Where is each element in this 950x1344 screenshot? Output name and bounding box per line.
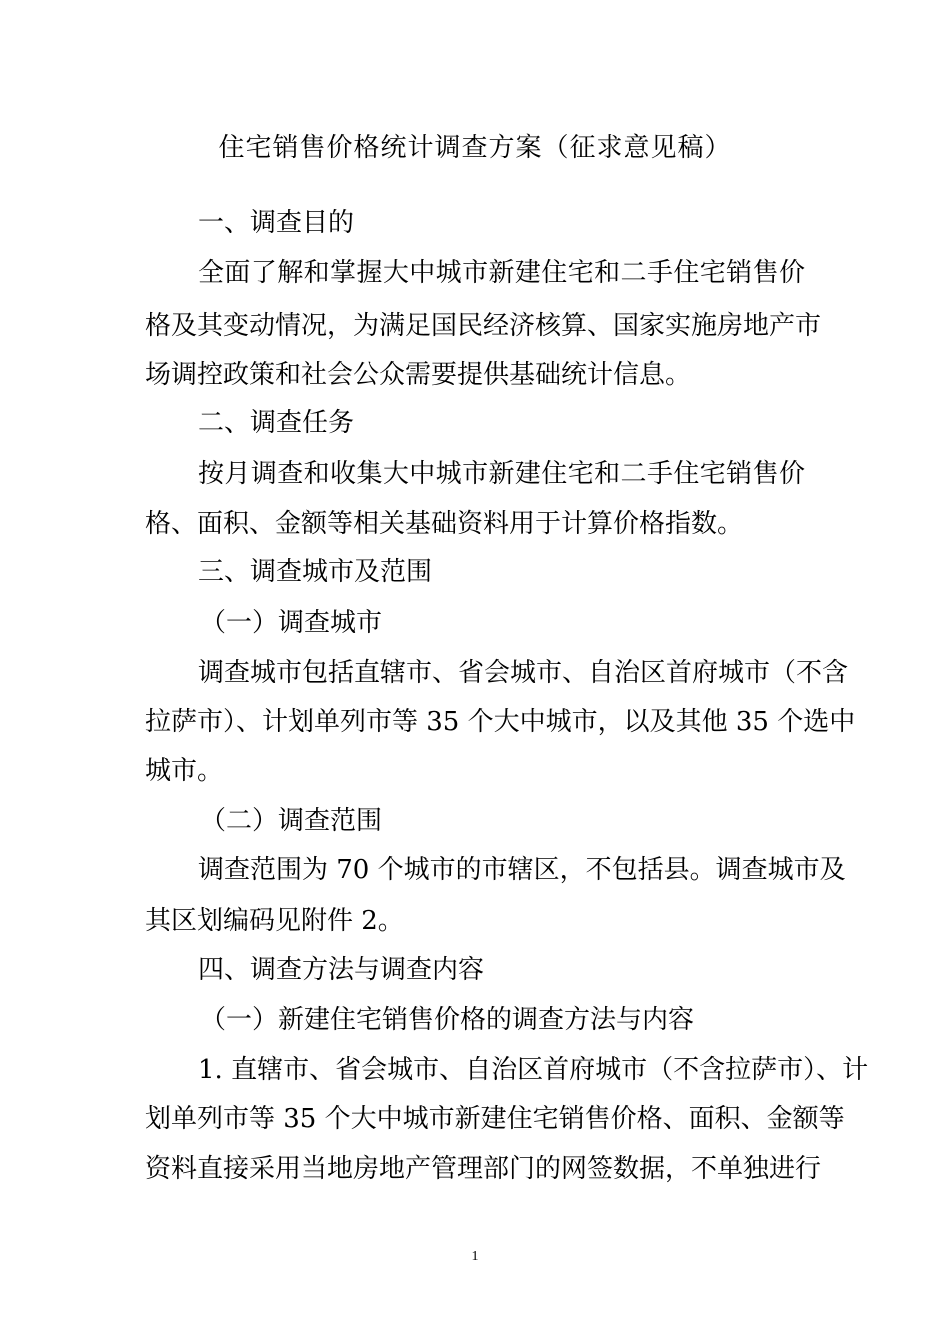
paragraph-line: 城市。 <box>145 756 224 786</box>
section-heading-3: 三、调查城市及范围 <box>198 557 433 587</box>
paragraph-line: 格及其变动情况，为满足国民经济核算、国家实施房地产市 <box>145 311 822 341</box>
subsection-heading: （一）新建住宅销售价格的调查方法与内容 <box>200 1005 695 1035</box>
paragraph-line: 按月调查和收集大中城市新建住宅和二手住宅销售价 <box>198 459 805 489</box>
section-heading-4: 四、调查方法与调查内容 <box>198 955 485 985</box>
paragraph-line: 其区划编码见附件 2。 <box>145 906 404 936</box>
page-number: 1 <box>471 1249 479 1264</box>
section-heading-1: 一、调查目的 <box>198 208 355 238</box>
paragraph-line: 划单列市等 35 个大中城市新建住宅销售价格、面积、金额等 <box>145 1104 845 1134</box>
paragraph-line: 调查城市包括直辖市、省会城市、自治区首府城市（不含 <box>198 658 849 688</box>
paragraph-line: 调查范围为 70 个城市的市辖区，不包括县。调查城市及 <box>198 855 846 885</box>
paragraph-line: 场调控政策和社会公众需要提供基础统计信息。 <box>145 360 692 390</box>
document-title: 住宅销售价格统计调查方案（征求意见稿） <box>218 133 732 163</box>
paragraph-line: 全面了解和掌握大中城市新建住宅和二手住宅销售价 <box>198 258 805 288</box>
subsection-heading: （二）调查范围 <box>200 806 383 836</box>
paragraph-line: 格、面积、金额等相关基础资料用于计算价格指数。 <box>145 509 744 539</box>
paragraph-line: 资料直接采用当地房地产管理部门的网签数据，不单独进行 <box>145 1154 822 1184</box>
subsection-heading: （一）调查城市 <box>200 608 383 638</box>
paragraph-line: 拉萨市）、计划单列市等 35 个大中城市，以及其他 35 个选中 <box>145 707 856 737</box>
section-heading-2: 二、调查任务 <box>198 408 355 438</box>
paragraph-line: 1. 直辖市、省会城市、自治区首府城市（不含拉萨市）、计 <box>198 1055 869 1085</box>
